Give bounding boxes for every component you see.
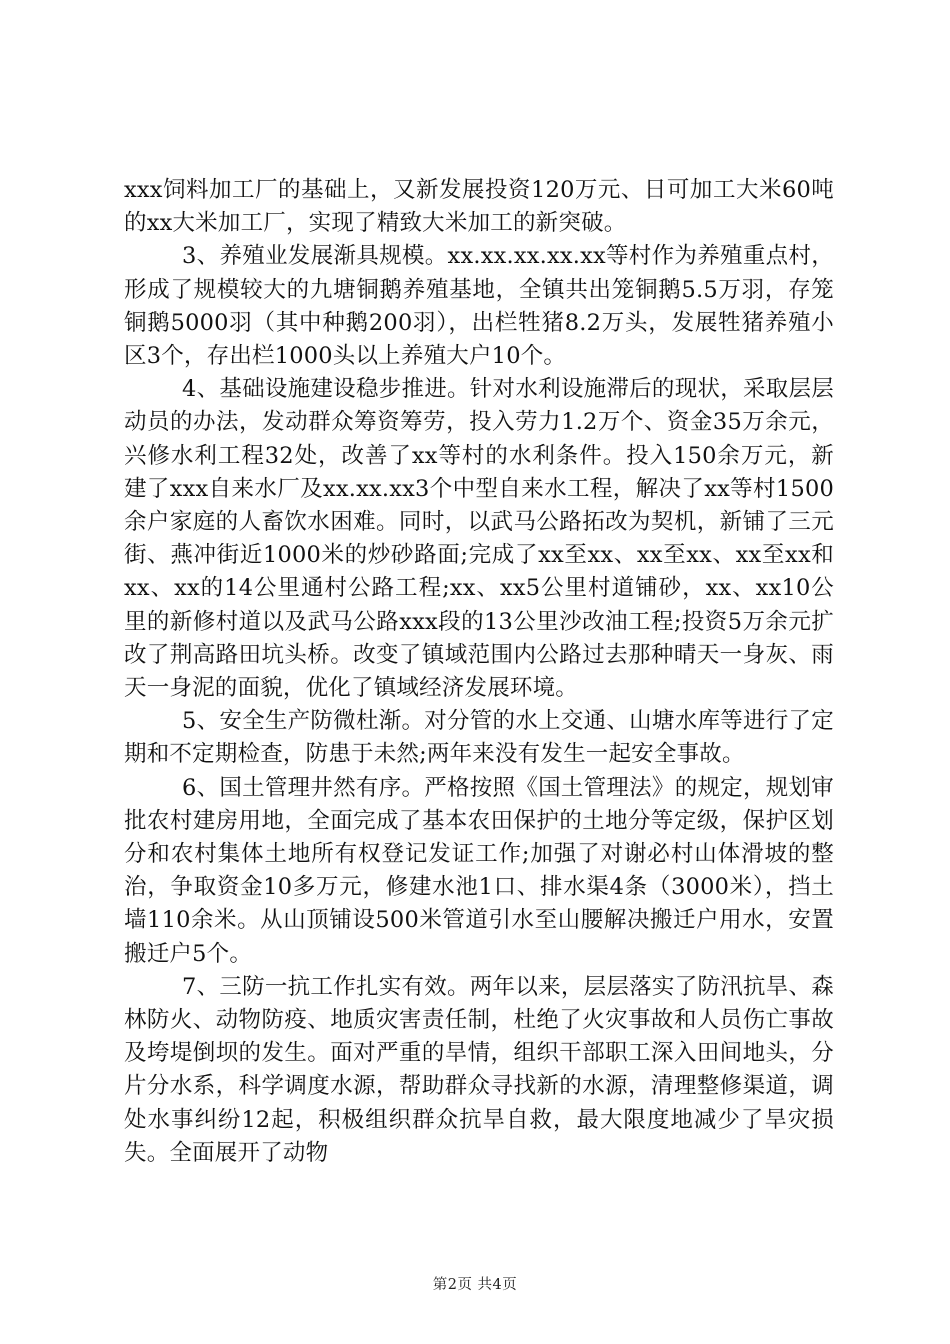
paragraph-item-6: 6、国土管理井然有序。严格按照《国土管理法》的规定，规划审批农村建房用地，全面完成了基本农田保护的土地分等定级，保护区划分和农村集体土地所有权登记发证工作;加强了对谢必村山体滑坡的整治，争取资金10多万元，修建水池1口、排水渠4条（3000米），挡土墙110余米。从山顶铺设500米管道引水至山腰解决搬迁户用水，安置搬迁户5个。 bbox=[124, 774, 834, 967]
paragraph-item-3: 3、养殖业发展渐具规模。xx.xx.xx.xx.xx等村作为养殖重点村，形成了规模较大的九塘铜鹅养殖基地，全镇共出笼铜鹅5.5万羽，存笼铜鹅5000羽（其中种鹅200羽），出栏牲猪8.2万头，发展牲猪养殖小区3个，存出栏1000头以上养殖大户10个。 bbox=[124, 243, 834, 370]
page-footer bbox=[0, 1273, 950, 1294]
document-body bbox=[124, 174, 834, 1170]
paragraph-item-7: 7、三防一抗工作扎实有效。两年以来，层层落实了防汛抗旱、森林防火、动物防疫、地质灾害责任制，杜绝了火灾事故和人员伤亡事故及垮堤倒坝的发生。面对严重的旱情，组织干部职工深入田间地头，分片分水系，科学调度水源，帮助群众寻找新的水源，清理整修渠道，调处水事纠纷12起，积极组织群众抗旱自救，最大限度地减少了旱灾损失。全面展开了动物 bbox=[124, 973, 834, 1166]
paragraph-continuation: xxx饲料加工厂的基础上，又新发展投资120万元、日可加工大米60吨的xx大米加工厂，实现了精致大米加工的新突破。 bbox=[124, 177, 834, 237]
page-number: 第2页 共4页 bbox=[432, 1277, 518, 1293]
paragraph-item-4: 4、基础设施建设稳步推进。针对水利设施滞后的现状，采取层层动员的办法，发动群众筹资筹劳，投入劳力1.2万个、资金35万余元，兴修水利工程32处，改善了xx等村的水利条件。投入150余万元，新建了xxx自来水厂及xx.xx.xx3个中型自来水工程，解决了xx等村1500余户家庭的人畜饮水困难。同时，以武马公路拓改为契机，新铺了三元街、燕冲街近1000米的炒砂路面;完成了xx至xx、xx至xx、xx至xx和xx、xx的14公里通村公路工程;xx、xx5公里村道铺砂，xx、xx10公里的新修村道以及武马公路xxx段的13公里沙改油工程;投资5万余元扩改了荆高路田坑头桥。改变了镇域范围内公路过去那种晴天一身灰、雨天一身泥的面貌，优化了镇域经济发展环境。 bbox=[124, 376, 834, 702]
paragraph-item-5: 5、安全生产防微杜渐。对分管的水上交通、山塘水库等进行了定期和不定期检查，防患于未然;两年来没有发生一起安全事故。 bbox=[124, 708, 834, 768]
